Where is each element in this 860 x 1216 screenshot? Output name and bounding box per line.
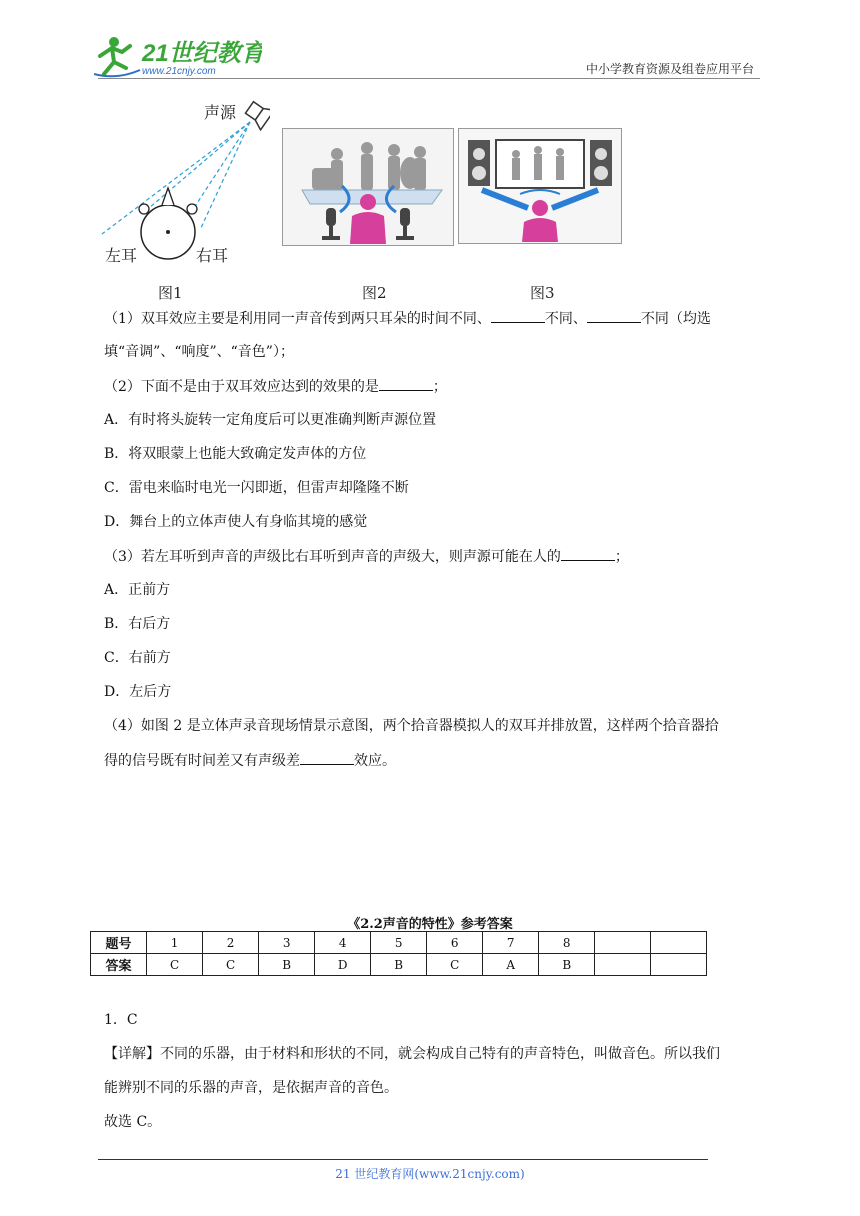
q3-end: ；: [614, 549, 629, 565]
table-row-numbers: [91, 932, 707, 954]
table-cell: C: [427, 954, 483, 976]
q2-end: ；: [432, 379, 447, 395]
q3-option-c: C．右前方: [104, 650, 171, 666]
q3-option-a: A．正前方: [104, 582, 171, 598]
figure-1-caption: 图1: [158, 284, 183, 302]
explanation-line-1: 【详解】不同的乐器，由于材料和形状的不同，就会构成自己特有的声音特色，叫做音色。所以我们: [104, 1046, 720, 1062]
table-cell: 4: [315, 932, 371, 954]
q2-option-a: A．有时将头旋转一定角度后可以更准确判断声源位置: [104, 412, 437, 428]
figure-3-stereo-playback: [458, 128, 622, 244]
explanation-line-3: 故选 C。: [104, 1114, 162, 1130]
sound-source-label: 声源: [204, 103, 237, 122]
table-cell: C: [147, 954, 203, 976]
figure-2-caption: 图2: [362, 284, 387, 302]
question-1-line-2: 填“音调”、“响度”、“音色”）；: [104, 344, 294, 360]
explanation-line-2: 能辨别不同的乐器的声音，是依据声音的音色。: [104, 1080, 398, 1096]
answer-table: [90, 931, 707, 976]
question-1-line-1: [104, 308, 711, 329]
q4-end: 效应。: [354, 753, 396, 769]
answer-blank: [491, 308, 545, 323]
question-4-line-1: （4）如图 2 是立体声录音现场情景示意图，两个拾音器模拟人的双耳并排放置，这样两个拾音器拾: [104, 718, 719, 734]
q1-text: （1）双耳效应主要是利用同一声音传到两只耳朵的时间不同、: [104, 311, 491, 327]
q1-end: 不同（均选: [640, 311, 711, 327]
table-cell: 1: [147, 932, 203, 954]
question-4-line-2: [104, 750, 396, 771]
table-cell: [595, 954, 651, 976]
table-cell: D: [315, 954, 371, 976]
question-3-stem: [104, 546, 629, 567]
answer-key-title: 《2.2声音的特性》参考答案: [347, 917, 513, 932]
q2-option-c: C．雷电来临时电光一闪即逝，但雷声却隆隆不断: [104, 480, 409, 496]
q3-option-b: B．右后方: [104, 616, 171, 632]
footer-site-link[interactable]: 21 世纪教育网(www.21cnjy.com): [335, 1167, 525, 1181]
table-cell: 3: [259, 932, 315, 954]
q2-option-b: B．将双眼蒙上也能大致确定发声体的方位: [104, 446, 367, 462]
q1-mid: 不同、: [544, 311, 587, 327]
right-ear-label: 右耳: [196, 246, 229, 265]
logo-text: 21世纪教育: [142, 40, 262, 67]
q3-option-d: D．左后方: [104, 684, 172, 700]
table-cell: 2: [203, 932, 259, 954]
table-header-answer: 答案: [91, 954, 147, 976]
q2-option-d: D．舞台上的立体声使人有身临其境的感觉: [104, 514, 368, 530]
table-cell: B: [259, 954, 315, 976]
table-cell: 5: [371, 932, 427, 954]
answer-blank: [587, 308, 641, 323]
table-cell: 7: [483, 932, 539, 954]
left-ear-label: 左耳: [105, 246, 138, 265]
site-logo: [92, 34, 262, 80]
q3-text: （3）若左耳听到声音的声级比右耳听到声音的声级大，则声源可能在人的: [104, 549, 561, 565]
table-cell: C: [203, 954, 259, 976]
header-platform-text: 中小学教育资源及组卷应用平台: [585, 62, 754, 76]
table-cell: A: [483, 954, 539, 976]
table-cell: 6: [427, 932, 483, 954]
answer-blank: [379, 376, 433, 391]
answer-blank: [561, 546, 615, 561]
table-cell: 8: [539, 932, 595, 954]
table-row-answers: [91, 954, 707, 976]
table-cell: B: [371, 954, 427, 976]
answer-blank: [300, 750, 354, 765]
header-divider: [98, 78, 760, 79]
figure-2-recording-scene: [282, 128, 454, 246]
q4-text: 得的信号既有时间差又有声级差: [104, 753, 300, 769]
table-header-number: 题号: [91, 932, 147, 954]
table-cell: [595, 932, 651, 954]
q2-text: （2）下面不是由于双耳效应达到的效果的是: [104, 379, 379, 395]
table-cell: [651, 932, 707, 954]
table-cell: [651, 954, 707, 976]
footer-divider: [98, 1159, 708, 1160]
table-cell: B: [539, 954, 595, 976]
question-2-stem: [104, 376, 447, 397]
figure-3-caption: 图3: [530, 284, 555, 302]
logo-url: www.21cnjy.com: [142, 66, 216, 77]
explanation-item: 1．C: [104, 1012, 138, 1028]
